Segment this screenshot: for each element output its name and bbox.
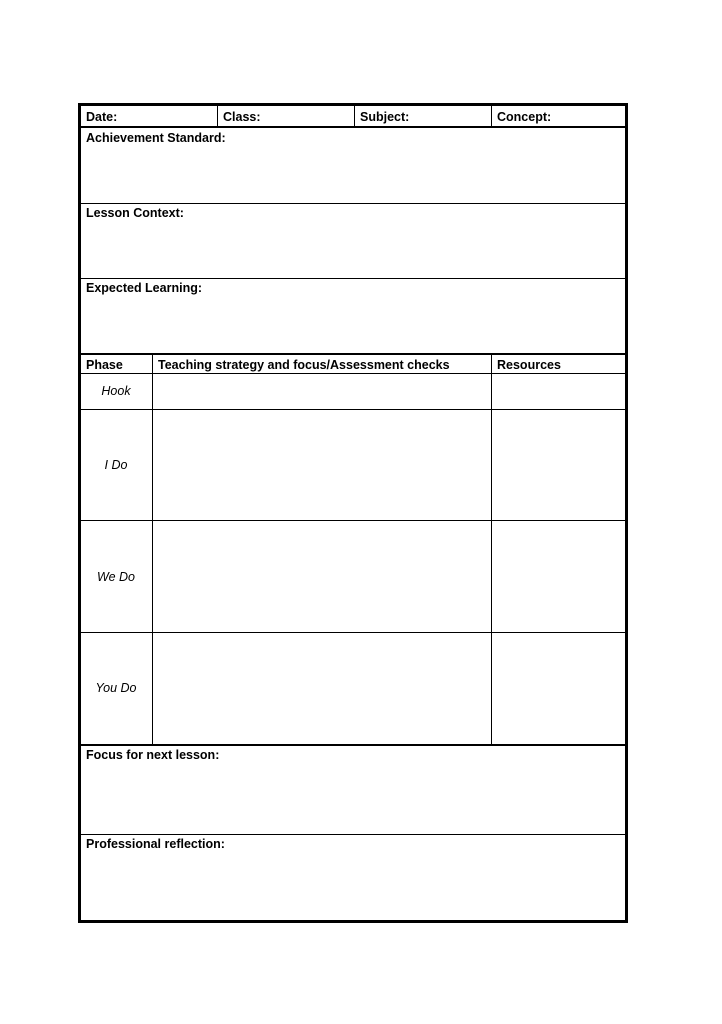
lesson-plan-form [78, 103, 628, 923]
date-label: Date: [86, 110, 118, 124]
i-do-resources-cell[interactable] [492, 410, 625, 520]
phase-i-do: I Do [104, 458, 128, 472]
hook-resources-cell[interactable] [492, 374, 625, 409]
i-do-strategy-cell[interactable] [153, 410, 491, 520]
phase-you-do: You Do [95, 681, 137, 695]
class-label: Class: [223, 110, 261, 124]
divider [491, 106, 492, 126]
achievement-standard-label: Achievement Standard: [86, 131, 226, 145]
focus-next-lesson-label: Focus for next lesson: [86, 748, 220, 762]
divider [354, 106, 355, 126]
concept-label: Concept: [497, 110, 552, 124]
hook-strategy-cell[interactable] [153, 374, 491, 409]
we-do-resources-cell[interactable] [492, 521, 625, 632]
resources-column-header: Resources [497, 358, 561, 372]
lesson-context-label: Lesson Context: [86, 206, 184, 220]
phase-column-header: Phase [86, 358, 123, 372]
phase-hook: Hook [101, 384, 131, 398]
you-do-resources-cell[interactable] [492, 633, 625, 744]
professional-reflection-label: Professional reflection: [86, 837, 225, 851]
we-do-strategy-cell[interactable] [153, 521, 491, 632]
divider [217, 106, 218, 126]
subject-label: Subject: [360, 110, 410, 124]
strategy-column-header: Teaching strategy and focus/Assessment checks [158, 358, 450, 372]
phase-we-do: We Do [97, 570, 135, 584]
you-do-strategy-cell[interactable] [153, 633, 491, 744]
expected-learning-label: Expected Learning: [86, 281, 202, 295]
divider [81, 353, 625, 355]
